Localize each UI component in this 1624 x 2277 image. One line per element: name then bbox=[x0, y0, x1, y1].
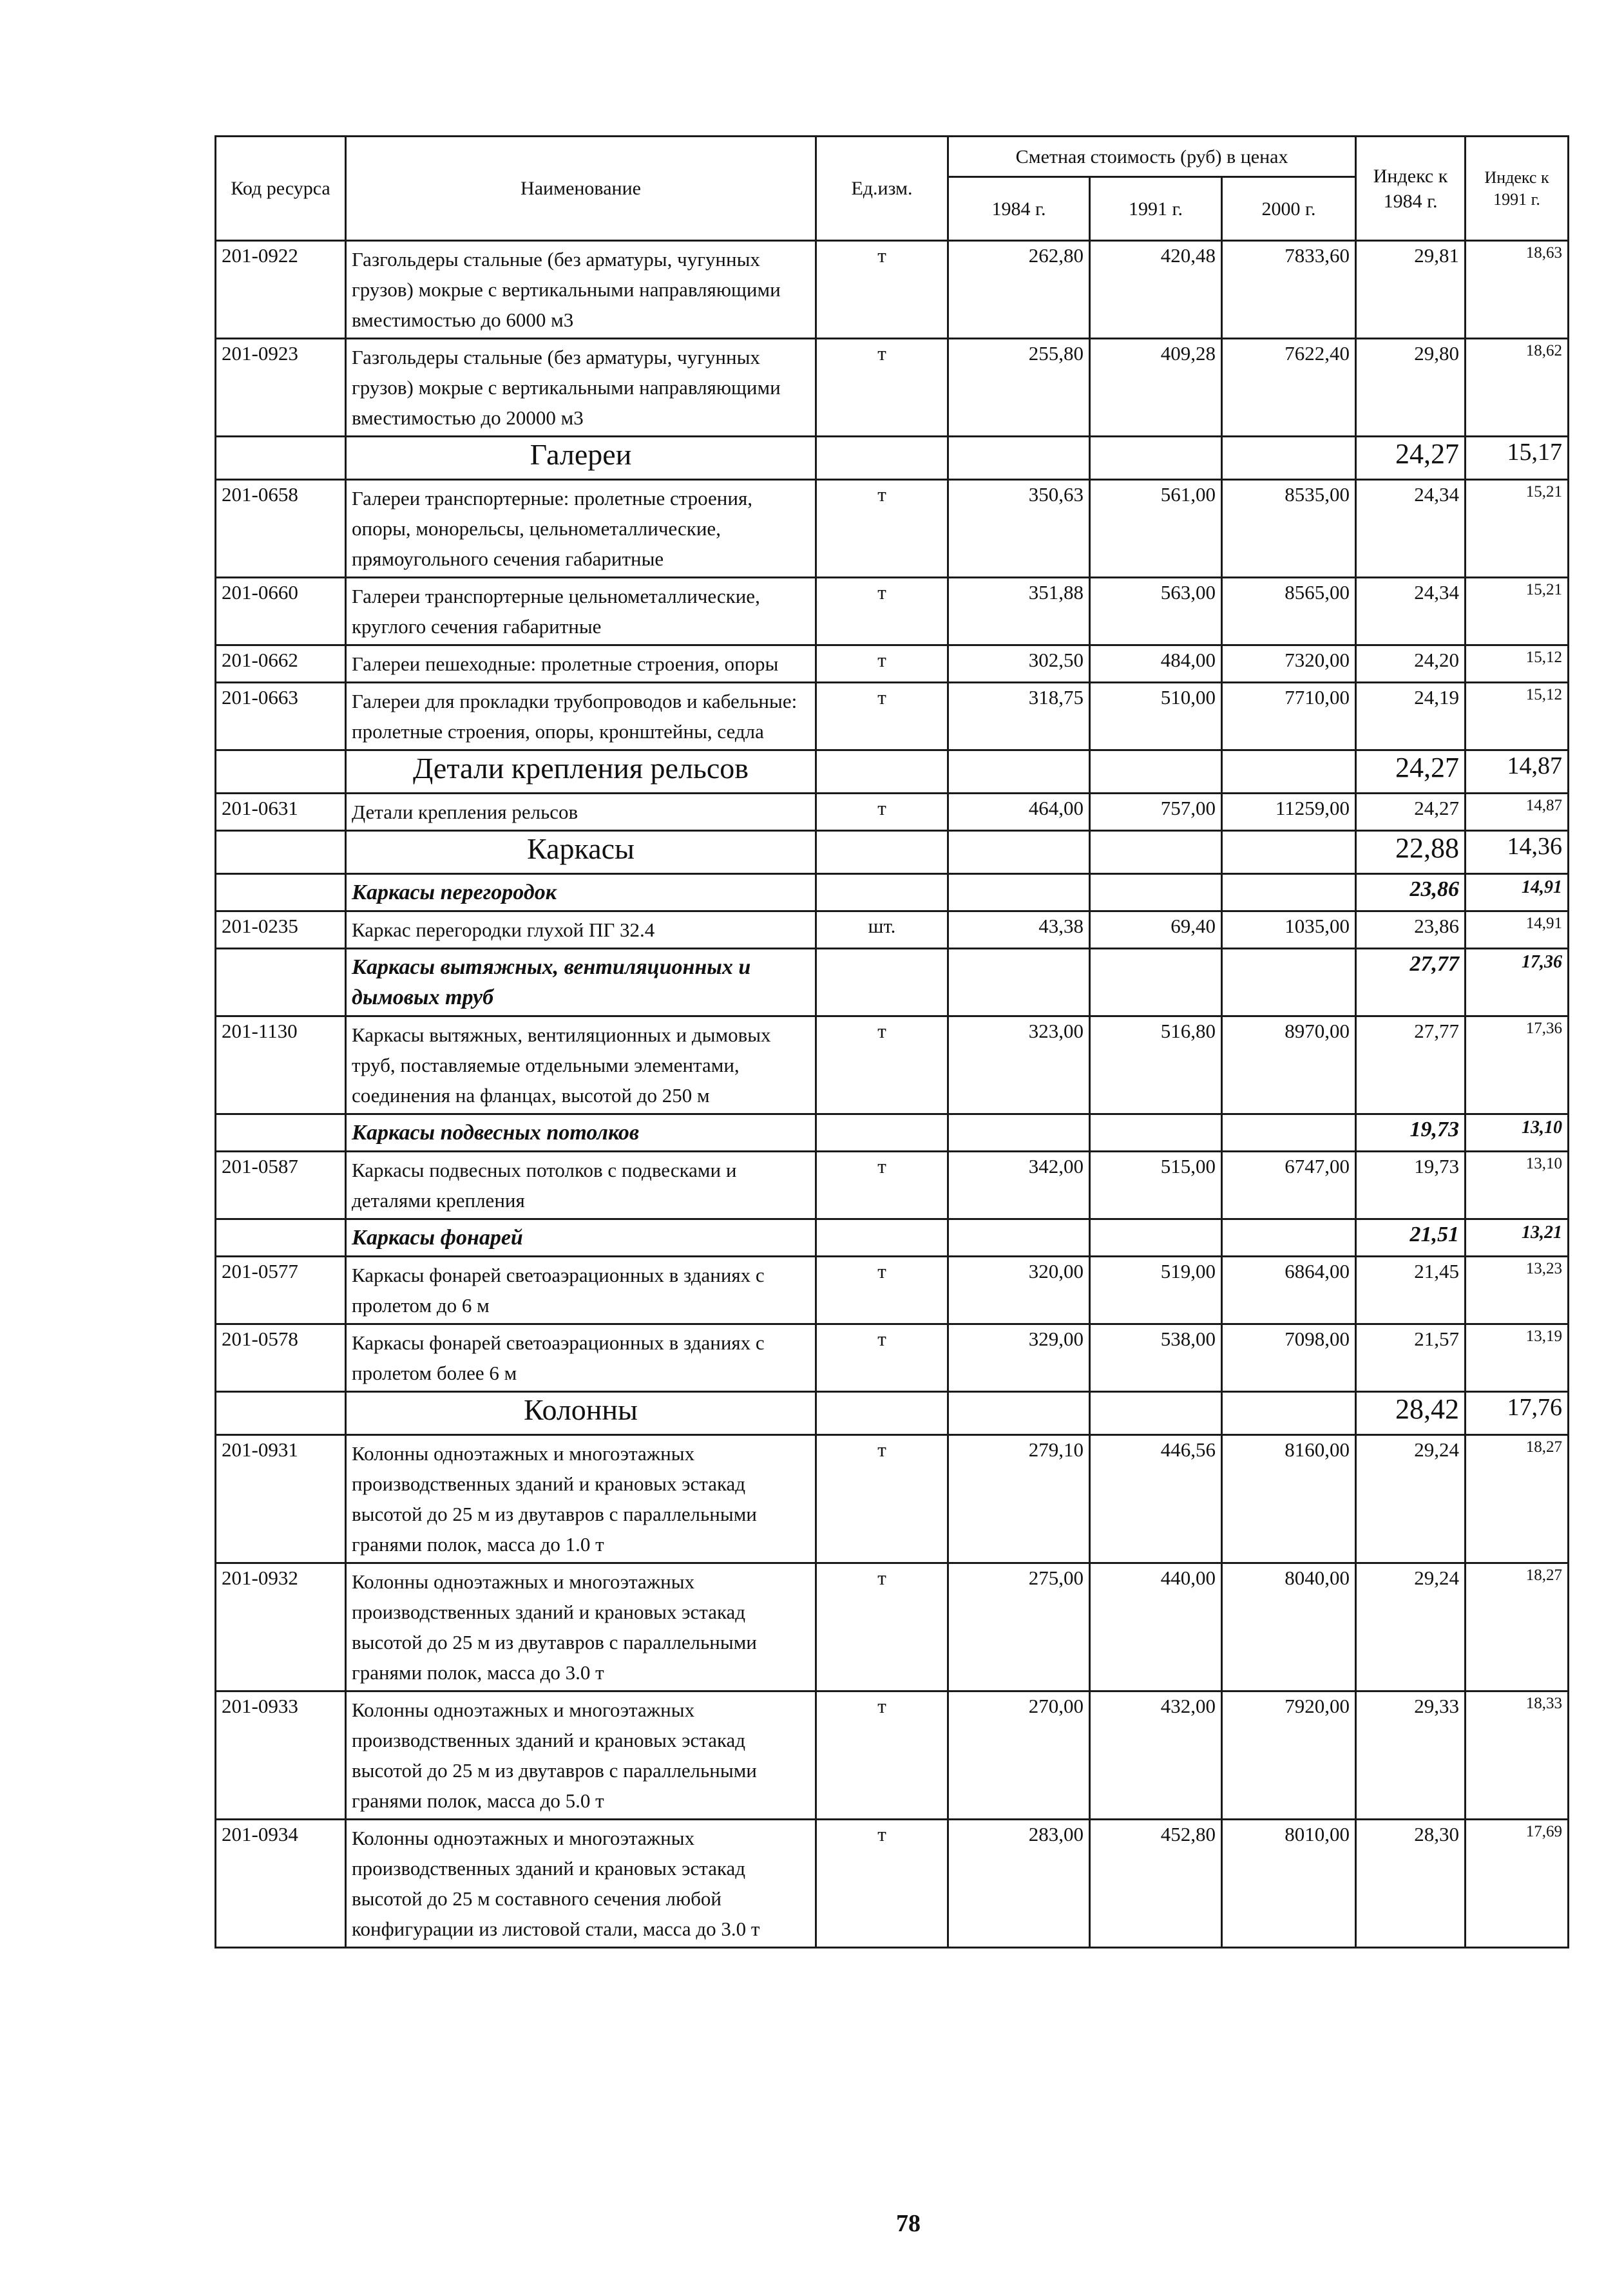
index-1984: 24,34 bbox=[1356, 480, 1466, 578]
table-row bbox=[216, 480, 1569, 578]
empty-cell bbox=[216, 1392, 346, 1435]
index-1984: 29,81 bbox=[1356, 241, 1466, 339]
table-row bbox=[216, 1820, 1569, 1948]
section-index-1991: 17,76 bbox=[1466, 1392, 1569, 1435]
empty-cell bbox=[1090, 437, 1222, 480]
unit-cell: т bbox=[816, 1257, 948, 1324]
resource-code: 201-1130 bbox=[216, 1016, 346, 1114]
resource-code: 201-0658 bbox=[216, 480, 346, 578]
empty-cell bbox=[816, 437, 948, 480]
price-1991: 516,80 bbox=[1090, 1016, 1222, 1114]
section-index-1984: 28,42 bbox=[1356, 1392, 1466, 1435]
resource-code: 201-0934 bbox=[216, 1820, 346, 1948]
empty-cell bbox=[1090, 750, 1222, 794]
unit-cell: т bbox=[816, 683, 948, 750]
index-1991: 18,63 bbox=[1466, 241, 1569, 339]
index-1984: 29,24 bbox=[1356, 1435, 1466, 1563]
empty-cell bbox=[1222, 750, 1356, 794]
section-index-1984: 24,27 bbox=[1356, 750, 1466, 794]
index-1991: 15,21 bbox=[1466, 480, 1569, 578]
price-2000: 8535,00 bbox=[1222, 480, 1356, 578]
resource-name: Каркасы вытяжных, вентиляционных и дымовых труб, поставляемые отдельными элементами, соединения на фланцах, высотой до 250 м bbox=[346, 1016, 816, 1114]
unit-cell: т bbox=[816, 241, 948, 339]
price-1984: 464,00 bbox=[948, 794, 1090, 831]
header-index-1991: Индекс к 1991 г. bbox=[1466, 137, 1569, 241]
index-1991: 18,27 bbox=[1466, 1563, 1569, 1691]
subsection-title: Каркасы перегородок bbox=[346, 874, 816, 911]
price-2000: 7920,00 bbox=[1222, 1691, 1356, 1820]
table-row bbox=[216, 911, 1569, 949]
table-body bbox=[216, 241, 1569, 1948]
price-1984: 351,88 bbox=[948, 578, 1090, 645]
header-year-2000: 2000 г. bbox=[1222, 177, 1356, 241]
header-unit: Ед.изм. bbox=[816, 137, 948, 241]
index-1991: 15,21 bbox=[1466, 578, 1569, 645]
price-2000: 7098,00 bbox=[1222, 1324, 1356, 1392]
section-index-1991: 14,36 bbox=[1466, 831, 1569, 874]
price-2000: 7622,40 bbox=[1222, 339, 1356, 437]
empty-cell bbox=[1222, 831, 1356, 874]
header-cost-group: Сметная стоимость (руб) в ценах bbox=[948, 137, 1356, 177]
unit-cell: т bbox=[816, 794, 948, 831]
empty-cell bbox=[948, 1219, 1090, 1257]
empty-cell bbox=[816, 1392, 948, 1435]
unit-cell: т bbox=[816, 578, 948, 645]
empty-cell bbox=[816, 831, 948, 874]
empty-cell bbox=[216, 1114, 346, 1152]
empty-cell bbox=[1090, 949, 1222, 1016]
unit-cell: т bbox=[816, 1435, 948, 1563]
empty-cell bbox=[1222, 437, 1356, 480]
index-1991: 14,87 bbox=[1466, 794, 1569, 831]
subsection-title: Каркасы вытяжных, вентиляционных и дымовых труб bbox=[346, 949, 816, 1016]
resource-code: 201-0587 bbox=[216, 1152, 346, 1219]
price-1991: 484,00 bbox=[1090, 645, 1222, 683]
unit-cell: т bbox=[816, 645, 948, 683]
index-1984: 23,86 bbox=[1356, 911, 1466, 949]
price-1991: 561,00 bbox=[1090, 480, 1222, 578]
index-1984: 19,73 bbox=[1356, 1152, 1466, 1219]
resource-code: 201-0660 bbox=[216, 578, 346, 645]
header-code: Код ресурса bbox=[216, 137, 346, 241]
price-2000: 8970,00 bbox=[1222, 1016, 1356, 1114]
subsection-row bbox=[216, 1114, 1569, 1152]
index-1991: 13,23 bbox=[1466, 1257, 1569, 1324]
price-1991: 510,00 bbox=[1090, 683, 1222, 750]
unit-cell: т bbox=[816, 1820, 948, 1948]
section-row bbox=[216, 1392, 1569, 1435]
price-1991: 440,00 bbox=[1090, 1563, 1222, 1691]
resource-code: 201-0933 bbox=[216, 1691, 346, 1820]
index-1984: 29,24 bbox=[1356, 1563, 1466, 1691]
empty-cell bbox=[216, 437, 346, 480]
subsection-title: Каркасы подвесных потолков bbox=[346, 1114, 816, 1152]
resource-code: 201-0662 bbox=[216, 645, 346, 683]
resource-name: Газгольдеры стальные (без арматуры, чугунных грузов) мокрые с вертикальными направляющими вместимостью до 6000 м3 bbox=[346, 241, 816, 339]
empty-cell bbox=[216, 831, 346, 874]
price-1984: 318,75 bbox=[948, 683, 1090, 750]
price-1991: 519,00 bbox=[1090, 1257, 1222, 1324]
table-row bbox=[216, 578, 1569, 645]
section-title: Колонны bbox=[346, 1392, 816, 1435]
section-index-1991: 14,87 bbox=[1466, 750, 1569, 794]
index-1984: 29,33 bbox=[1356, 1691, 1466, 1820]
price-1991: 432,00 bbox=[1090, 1691, 1222, 1820]
resource-name: Каркасы фонарей светоаэрационных в зданиях с пролетом более 6 м bbox=[346, 1324, 816, 1392]
page-number: 78 bbox=[896, 2210, 921, 2237]
index-1984: 29,80 bbox=[1356, 339, 1466, 437]
unit-cell: т bbox=[816, 480, 948, 578]
index-1991: 17,36 bbox=[1466, 1016, 1569, 1114]
resource-name: Детали крепления рельсов bbox=[346, 794, 816, 831]
price-2000: 8010,00 bbox=[1222, 1820, 1356, 1948]
index-1984: 24,27 bbox=[1356, 794, 1466, 831]
price-1984: 255,80 bbox=[948, 339, 1090, 437]
price-1984: 342,00 bbox=[948, 1152, 1090, 1219]
empty-cell bbox=[948, 1114, 1090, 1152]
price-1984: 275,00 bbox=[948, 1563, 1090, 1691]
section-title: Каркасы bbox=[346, 831, 816, 874]
resource-name: Каркас перегородки глухой ПГ 32.4 bbox=[346, 911, 816, 949]
index-1991: 15,12 bbox=[1466, 645, 1569, 683]
empty-cell bbox=[1222, 1219, 1356, 1257]
table-row bbox=[216, 1691, 1569, 1820]
resource-code: 201-0577 bbox=[216, 1257, 346, 1324]
empty-cell bbox=[1090, 1392, 1222, 1435]
index-1984: 24,19 bbox=[1356, 683, 1466, 750]
price-2000: 7710,00 bbox=[1222, 683, 1356, 750]
price-2000: 7833,60 bbox=[1222, 241, 1356, 339]
empty-cell bbox=[216, 1219, 346, 1257]
subsection-index-1984: 21,51 bbox=[1356, 1219, 1466, 1257]
price-1991: 446,56 bbox=[1090, 1435, 1222, 1563]
table-row bbox=[216, 1563, 1569, 1691]
price-2000: 6864,00 bbox=[1222, 1257, 1356, 1324]
index-1991: 15,12 bbox=[1466, 683, 1569, 750]
price-1991: 69,40 bbox=[1090, 911, 1222, 949]
index-1991: 18,33 bbox=[1466, 1691, 1569, 1820]
subsection-row bbox=[216, 1219, 1569, 1257]
subsection-index-1991: 13,21 bbox=[1466, 1219, 1569, 1257]
resource-name: Газгольдеры стальные (без арматуры, чугунных грузов) мокрые с вертикальными направляющими вместимостью до 20000 м3 bbox=[346, 339, 816, 437]
empty-cell bbox=[948, 874, 1090, 911]
index-1984: 24,20 bbox=[1356, 645, 1466, 683]
resource-code: 201-0631 bbox=[216, 794, 346, 831]
index-1984: 27,77 bbox=[1356, 1016, 1466, 1114]
subsection-title: Каркасы фонарей bbox=[346, 1219, 816, 1257]
empty-cell bbox=[948, 949, 1090, 1016]
section-index-1984: 24,27 bbox=[1356, 437, 1466, 480]
section-row bbox=[216, 437, 1569, 480]
price-2000: 11259,00 bbox=[1222, 794, 1356, 831]
price-2000: 8040,00 bbox=[1222, 1563, 1356, 1691]
price-1991: 515,00 bbox=[1090, 1152, 1222, 1219]
unit-cell: т bbox=[816, 1563, 948, 1691]
empty-cell bbox=[216, 874, 346, 911]
price-2000: 8565,00 bbox=[1222, 578, 1356, 645]
unit-cell: шт. bbox=[816, 911, 948, 949]
empty-cell bbox=[1090, 1219, 1222, 1257]
section-title: Галереи bbox=[346, 437, 816, 480]
unit-cell: т bbox=[816, 1152, 948, 1219]
resource-code: 201-0235 bbox=[216, 911, 346, 949]
resource-code: 201-0932 bbox=[216, 1563, 346, 1691]
price-1991: 538,00 bbox=[1090, 1324, 1222, 1392]
table-row bbox=[216, 241, 1569, 339]
empty-cell bbox=[948, 1392, 1090, 1435]
index-1991: 18,27 bbox=[1466, 1435, 1569, 1563]
resource-code: 201-0663 bbox=[216, 683, 346, 750]
header-name: Наименование bbox=[346, 137, 816, 241]
section-row bbox=[216, 750, 1569, 794]
empty-cell bbox=[1222, 874, 1356, 911]
empty-cell bbox=[1222, 1114, 1356, 1152]
empty-cell bbox=[1090, 874, 1222, 911]
header-year-1991: 1991 г. bbox=[1090, 177, 1222, 241]
price-1991: 563,00 bbox=[1090, 578, 1222, 645]
header-year-1984: 1984 г. bbox=[948, 177, 1090, 241]
empty-cell bbox=[816, 1114, 948, 1152]
resource-name: Каркасы фонарей светоаэрационных в зданиях с пролетом до 6 м bbox=[346, 1257, 816, 1324]
table-row bbox=[216, 1257, 1569, 1324]
empty-cell bbox=[816, 949, 948, 1016]
section-index-1984: 22,88 bbox=[1356, 831, 1466, 874]
index-1991: 14,91 bbox=[1466, 911, 1569, 949]
table-row bbox=[216, 339, 1569, 437]
resource-code: 201-0923 bbox=[216, 339, 346, 437]
resource-code: 201-0922 bbox=[216, 241, 346, 339]
subsection-row bbox=[216, 949, 1569, 1016]
price-1984: 270,00 bbox=[948, 1691, 1090, 1820]
index-1984: 24,34 bbox=[1356, 578, 1466, 645]
resource-name: Галереи транспортерные цельнометаллические, круглого сечения габаритные bbox=[346, 578, 816, 645]
subsection-index-1991: 14,91 bbox=[1466, 874, 1569, 911]
resource-name: Колонны одноэтажных и многоэтажных производственных зданий и крановых эстакад высотой до 25 м составного сечения любой конфигурации из листовой стали, масса до 3.0 т bbox=[346, 1820, 816, 1948]
table-row bbox=[216, 683, 1569, 750]
price-2000: 1035,00 bbox=[1222, 911, 1356, 949]
header-index-1984: Индекс к 1984 г. bbox=[1356, 137, 1466, 241]
empty-cell bbox=[216, 750, 346, 794]
empty-cell bbox=[216, 949, 346, 1016]
table-row bbox=[216, 1324, 1569, 1392]
unit-cell: т bbox=[816, 1691, 948, 1820]
price-1984: 43,38 bbox=[948, 911, 1090, 949]
subsection-row bbox=[216, 874, 1569, 911]
resource-code: 201-0931 bbox=[216, 1435, 346, 1563]
table-row bbox=[216, 1016, 1569, 1114]
table-row bbox=[216, 645, 1569, 683]
index-1991: 13,10 bbox=[1466, 1152, 1569, 1219]
unit-cell: т bbox=[816, 1324, 948, 1392]
table-row bbox=[216, 1152, 1569, 1219]
empty-cell bbox=[948, 750, 1090, 794]
empty-cell bbox=[1090, 1114, 1222, 1152]
empty-cell bbox=[1222, 949, 1356, 1016]
unit-cell: т bbox=[816, 339, 948, 437]
table-row bbox=[216, 1435, 1569, 1563]
resource-name: Колонны одноэтажных и многоэтажных производственных зданий и крановых эстакад высотой до 25 м из двутавров с параллельными гранями полок, масса до 5.0 т bbox=[346, 1691, 816, 1820]
empty-cell bbox=[1090, 831, 1222, 874]
price-1991: 409,28 bbox=[1090, 339, 1222, 437]
resource-price-table bbox=[215, 135, 1569, 1948]
subsection-index-1984: 19,73 bbox=[1356, 1114, 1466, 1152]
index-1991: 17,69 bbox=[1466, 1820, 1569, 1948]
resource-name: Галереи пешеходные: пролетные строения, опоры bbox=[346, 645, 816, 683]
price-1984: 329,00 bbox=[948, 1324, 1090, 1392]
empty-cell bbox=[948, 831, 1090, 874]
price-2000: 7320,00 bbox=[1222, 645, 1356, 683]
index-1991: 18,62 bbox=[1466, 339, 1569, 437]
section-index-1991: 15,17 bbox=[1466, 437, 1569, 480]
empty-cell bbox=[948, 437, 1090, 480]
price-2000: 6747,00 bbox=[1222, 1152, 1356, 1219]
price-1984: 320,00 bbox=[948, 1257, 1090, 1324]
empty-cell bbox=[1222, 1392, 1356, 1435]
empty-cell bbox=[816, 1219, 948, 1257]
section-title: Детали крепления рельсов bbox=[346, 750, 816, 794]
resource-name: Галереи транспортерные: пролетные строения, опоры, монорельсы, цельнометаллические, прямоугольного сечения габаритные bbox=[346, 480, 816, 578]
unit-cell: т bbox=[816, 1016, 948, 1114]
subsection-index-1991: 13,10 bbox=[1466, 1114, 1569, 1152]
resource-name: Колонны одноэтажных и многоэтажных производственных зданий и крановых эстакад высотой до 25 м из двутавров с параллельными гранями полок, масса до 3.0 т bbox=[346, 1563, 816, 1691]
table-header-row bbox=[216, 137, 1569, 177]
section-row bbox=[216, 831, 1569, 874]
subsection-index-1991: 17,36 bbox=[1466, 949, 1569, 1016]
subsection-index-1984: 23,86 bbox=[1356, 874, 1466, 911]
empty-cell bbox=[816, 750, 948, 794]
subsection-index-1984: 27,77 bbox=[1356, 949, 1466, 1016]
empty-cell bbox=[816, 874, 948, 911]
index-1984: 28,30 bbox=[1356, 1820, 1466, 1948]
resource-name: Каркасы подвесных потолков с подвесками и деталями крепления bbox=[346, 1152, 816, 1219]
price-1984: 279,10 bbox=[948, 1435, 1090, 1563]
price-1991: 452,80 bbox=[1090, 1820, 1222, 1948]
price-2000: 8160,00 bbox=[1222, 1435, 1356, 1563]
price-1984: 350,63 bbox=[948, 480, 1090, 578]
index-1984: 21,57 bbox=[1356, 1324, 1466, 1392]
table-row bbox=[216, 794, 1569, 831]
price-1984: 262,80 bbox=[948, 241, 1090, 339]
resource-name: Галереи для прокладки трубопроводов и кабельные: пролетные строения, опоры, кронштейны, седла bbox=[346, 683, 816, 750]
price-1984: 283,00 bbox=[948, 1820, 1090, 1948]
index-1991: 13,19 bbox=[1466, 1324, 1569, 1392]
price-1991: 757,00 bbox=[1090, 794, 1222, 831]
price-1984: 323,00 bbox=[948, 1016, 1090, 1114]
price-1991: 420,48 bbox=[1090, 241, 1222, 339]
price-1984: 302,50 bbox=[948, 645, 1090, 683]
resource-code: 201-0578 bbox=[216, 1324, 346, 1392]
resource-name: Колонны одноэтажных и многоэтажных производственных зданий и крановых эстакад высотой до 25 м из двутавров с параллельными гранями полок, масса до 1.0 т bbox=[346, 1435, 816, 1563]
index-1984: 21,45 bbox=[1356, 1257, 1466, 1324]
